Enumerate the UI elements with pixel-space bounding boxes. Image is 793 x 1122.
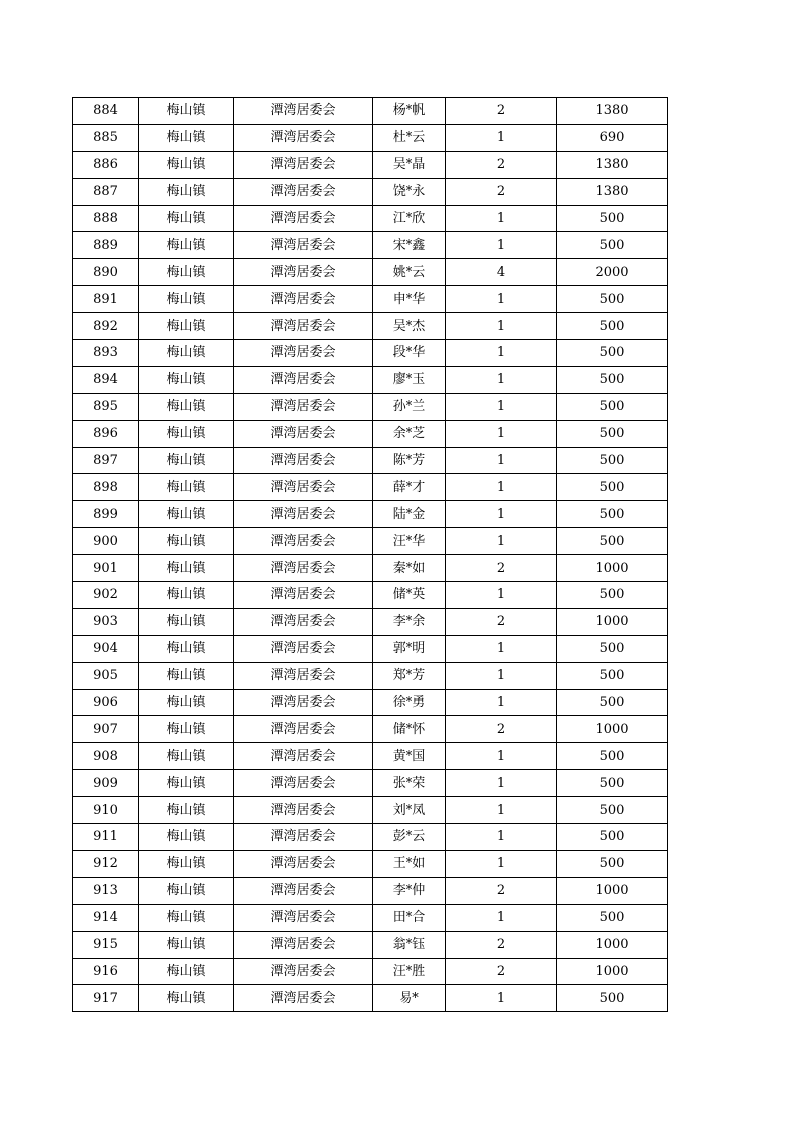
amount-cell: 1000 [557,555,668,582]
household-count-cell: 1 [446,689,557,716]
row-number-cell: 890 [73,259,139,286]
table-row [73,447,668,474]
row-number-cell: 886 [73,151,139,178]
name-cell: 杨*帆 [373,98,446,125]
amount-cell: 500 [557,528,668,555]
table-row [73,205,668,232]
name-cell: 陈*芳 [373,447,446,474]
row-number-cell: 893 [73,340,139,367]
name-cell: 郭*明 [373,635,446,662]
name-cell: 姚*云 [373,259,446,286]
household-count-cell: 1 [446,474,557,501]
household-count-cell: 1 [446,635,557,662]
table-row [73,393,668,420]
row-number-cell: 905 [73,662,139,689]
name-cell: 汪*华 [373,528,446,555]
community-cell: 潭湾居委会 [234,393,373,420]
town-cell: 梅山镇 [139,340,234,367]
community-cell: 潭湾居委会 [234,985,373,1012]
name-cell: 申*华 [373,286,446,313]
community-cell: 潭湾居委会 [234,501,373,528]
amount-cell: 1000 [557,877,668,904]
row-number-cell: 902 [73,582,139,609]
table-row [73,232,668,259]
household-count-cell: 2 [446,178,557,205]
town-cell: 梅山镇 [139,635,234,662]
table-row [73,528,668,555]
table-row [73,689,668,716]
row-number-cell: 900 [73,528,139,555]
household-count-cell: 1 [446,904,557,931]
town-cell: 梅山镇 [139,259,234,286]
row-number-cell: 884 [73,98,139,125]
row-number-cell: 906 [73,689,139,716]
name-cell: 张*荣 [373,770,446,797]
name-cell: 江*欣 [373,205,446,232]
community-cell: 潭湾居委会 [234,824,373,851]
town-cell: 梅山镇 [139,232,234,259]
amount-cell: 1000 [557,958,668,985]
community-cell: 潭湾居委会 [234,366,373,393]
household-count-cell: 1 [446,340,557,367]
amount-cell: 500 [557,689,668,716]
community-cell: 潭湾居委会 [234,743,373,770]
name-cell: 易* [373,985,446,1012]
row-number-cell: 894 [73,366,139,393]
amount-cell: 500 [557,232,668,259]
household-count-cell: 2 [446,608,557,635]
town-cell: 梅山镇 [139,931,234,958]
household-count-cell: 2 [446,151,557,178]
records-table [72,97,668,1012]
household-count-cell: 2 [446,958,557,985]
amount-cell: 500 [557,447,668,474]
amount-cell: 500 [557,582,668,609]
name-cell: 孙*兰 [373,393,446,420]
town-cell: 梅山镇 [139,124,234,151]
row-number-cell: 903 [73,608,139,635]
name-cell: 王*如 [373,850,446,877]
table-row [73,743,668,770]
amount-cell: 500 [557,635,668,662]
household-count-cell: 1 [446,313,557,340]
amount-cell: 500 [557,313,668,340]
name-cell: 黄*国 [373,743,446,770]
name-cell: 余*芝 [373,420,446,447]
community-cell: 潭湾居委会 [234,528,373,555]
community-cell: 潭湾居委会 [234,259,373,286]
amount-cell: 500 [557,824,668,851]
row-number-cell: 898 [73,474,139,501]
community-cell: 潭湾居委会 [234,582,373,609]
table-row [73,98,668,125]
town-cell: 梅山镇 [139,797,234,824]
amount-cell: 500 [557,743,668,770]
community-cell: 潭湾居委会 [234,716,373,743]
household-count-cell: 1 [446,205,557,232]
table-row [73,662,668,689]
row-number-cell: 896 [73,420,139,447]
household-count-cell: 2 [446,931,557,958]
community-cell: 潭湾居委会 [234,877,373,904]
household-count-cell: 1 [446,393,557,420]
community-cell: 潭湾居委会 [234,635,373,662]
amount-cell: 500 [557,904,668,931]
name-cell: 陆*金 [373,501,446,528]
town-cell: 梅山镇 [139,958,234,985]
row-number-cell: 907 [73,716,139,743]
amount-cell: 690 [557,124,668,151]
table-row [73,151,668,178]
community-cell: 潭湾居委会 [234,689,373,716]
amount-cell: 500 [557,340,668,367]
community-cell: 潭湾居委会 [234,232,373,259]
town-cell: 梅山镇 [139,313,234,340]
name-cell: 彭*云 [373,824,446,851]
household-count-cell: 1 [446,232,557,259]
town-cell: 梅山镇 [139,555,234,582]
table-row [73,501,668,528]
row-number-cell: 889 [73,232,139,259]
amount-cell: 1380 [557,178,668,205]
town-cell: 梅山镇 [139,98,234,125]
town-cell: 梅山镇 [139,608,234,635]
amount-cell: 500 [557,797,668,824]
town-cell: 梅山镇 [139,447,234,474]
amount-cell: 1380 [557,98,668,125]
household-count-cell: 1 [446,528,557,555]
town-cell: 梅山镇 [139,501,234,528]
town-cell: 梅山镇 [139,420,234,447]
name-cell: 薛*才 [373,474,446,501]
community-cell: 潭湾居委会 [234,124,373,151]
table-row [73,259,668,286]
table-row [73,366,668,393]
table-row [73,340,668,367]
table-row [73,824,668,851]
name-cell: 李*余 [373,608,446,635]
name-cell: 秦*如 [373,555,446,582]
row-number-cell: 916 [73,958,139,985]
table-row [73,582,668,609]
town-cell: 梅山镇 [139,877,234,904]
amount-cell: 500 [557,770,668,797]
table-row [73,178,668,205]
community-cell: 潭湾居委会 [234,313,373,340]
amount-cell: 500 [557,662,668,689]
table-row [73,931,668,958]
town-cell: 梅山镇 [139,178,234,205]
row-number-cell: 911 [73,824,139,851]
community-cell: 潭湾居委会 [234,770,373,797]
table-row [73,420,668,447]
table-row [73,124,668,151]
household-count-cell: 1 [446,501,557,528]
row-number-cell: 909 [73,770,139,797]
table-row [73,474,668,501]
community-cell: 潭湾居委会 [234,205,373,232]
household-count-cell: 1 [446,797,557,824]
town-cell: 梅山镇 [139,662,234,689]
row-number-cell: 917 [73,985,139,1012]
amount-cell: 500 [557,420,668,447]
community-cell: 潭湾居委会 [234,958,373,985]
row-number-cell: 910 [73,797,139,824]
town-cell: 梅山镇 [139,716,234,743]
community-cell: 潭湾居委会 [234,608,373,635]
community-cell: 潭湾居委会 [234,797,373,824]
name-cell: 储*怀 [373,716,446,743]
table-row [73,958,668,985]
amount-cell: 1000 [557,716,668,743]
name-cell: 廖*玉 [373,366,446,393]
community-cell: 潭湾居委会 [234,420,373,447]
name-cell: 杜*云 [373,124,446,151]
name-cell: 宋*鑫 [373,232,446,259]
table-row [73,635,668,662]
name-cell: 饶*永 [373,178,446,205]
amount-cell: 500 [557,985,668,1012]
amount-cell: 500 [557,501,668,528]
household-count-cell: 1 [446,447,557,474]
name-cell: 段*华 [373,340,446,367]
community-cell: 潭湾居委会 [234,286,373,313]
household-count-cell: 1 [446,824,557,851]
household-count-cell: 1 [446,366,557,393]
row-number-cell: 895 [73,393,139,420]
community-cell: 潭湾居委会 [234,178,373,205]
community-cell: 潭湾居委会 [234,662,373,689]
household-count-cell: 1 [446,743,557,770]
town-cell: 梅山镇 [139,528,234,555]
amount-cell: 500 [557,850,668,877]
row-number-cell: 891 [73,286,139,313]
amount-cell: 500 [557,205,668,232]
name-cell: 田*合 [373,904,446,931]
name-cell: 翁*钰 [373,931,446,958]
household-count-cell: 2 [446,98,557,125]
community-cell: 潭湾居委会 [234,555,373,582]
amount-cell: 500 [557,366,668,393]
table-row [73,608,668,635]
row-number-cell: 915 [73,931,139,958]
row-number-cell: 892 [73,313,139,340]
name-cell: 储*英 [373,582,446,609]
town-cell: 梅山镇 [139,850,234,877]
row-number-cell: 897 [73,447,139,474]
household-count-cell: 1 [446,420,557,447]
household-count-cell: 2 [446,877,557,904]
name-cell: 徐*勇 [373,689,446,716]
table-row [73,797,668,824]
name-cell: 郑*芳 [373,662,446,689]
community-cell: 潭湾居委会 [234,474,373,501]
row-number-cell: 908 [73,743,139,770]
household-count-cell: 1 [446,582,557,609]
table-row [73,850,668,877]
town-cell: 梅山镇 [139,286,234,313]
row-number-cell: 887 [73,178,139,205]
household-count-cell: 1 [446,124,557,151]
household-count-cell: 2 [446,555,557,582]
town-cell: 梅山镇 [139,151,234,178]
table-row [73,877,668,904]
community-cell: 潭湾居委会 [234,931,373,958]
household-count-cell: 1 [446,850,557,877]
amount-cell: 1380 [557,151,668,178]
household-count-cell: 1 [446,662,557,689]
name-cell: 吴*晶 [373,151,446,178]
name-cell: 刘*凤 [373,797,446,824]
name-cell: 汪*胜 [373,958,446,985]
amount-cell: 1000 [557,931,668,958]
table-row [73,904,668,931]
name-cell: 吴*杰 [373,313,446,340]
town-cell: 梅山镇 [139,985,234,1012]
amount-cell: 500 [557,286,668,313]
household-count-cell: 2 [446,716,557,743]
row-number-cell: 914 [73,904,139,931]
amount-cell: 500 [557,474,668,501]
community-cell: 潭湾居委会 [234,850,373,877]
town-cell: 梅山镇 [139,770,234,797]
row-number-cell: 888 [73,205,139,232]
town-cell: 梅山镇 [139,904,234,931]
town-cell: 梅山镇 [139,205,234,232]
row-number-cell: 885 [73,124,139,151]
table-row [73,555,668,582]
row-number-cell: 913 [73,877,139,904]
town-cell: 梅山镇 [139,366,234,393]
amount-cell: 2000 [557,259,668,286]
household-count-cell: 1 [446,985,557,1012]
town-cell: 梅山镇 [139,824,234,851]
row-number-cell: 912 [73,850,139,877]
table-row [73,985,668,1012]
household-count-cell: 1 [446,286,557,313]
table-row [73,286,668,313]
community-cell: 潭湾居委会 [234,151,373,178]
community-cell: 潭湾居委会 [234,904,373,931]
community-cell: 潭湾居委会 [234,98,373,125]
household-count-cell: 1 [446,770,557,797]
amount-cell: 1000 [557,608,668,635]
town-cell: 梅山镇 [139,689,234,716]
records-table-body [73,98,668,1012]
name-cell: 李*仲 [373,877,446,904]
household-count-cell: 4 [446,259,557,286]
community-cell: 潭湾居委会 [234,340,373,367]
town-cell: 梅山镇 [139,393,234,420]
town-cell: 梅山镇 [139,474,234,501]
community-cell: 潭湾居委会 [234,447,373,474]
table-row [73,313,668,340]
row-number-cell: 899 [73,501,139,528]
town-cell: 梅山镇 [139,743,234,770]
row-number-cell: 901 [73,555,139,582]
town-cell: 梅山镇 [139,582,234,609]
amount-cell: 500 [557,393,668,420]
table-row [73,716,668,743]
table-row [73,770,668,797]
row-number-cell: 904 [73,635,139,662]
